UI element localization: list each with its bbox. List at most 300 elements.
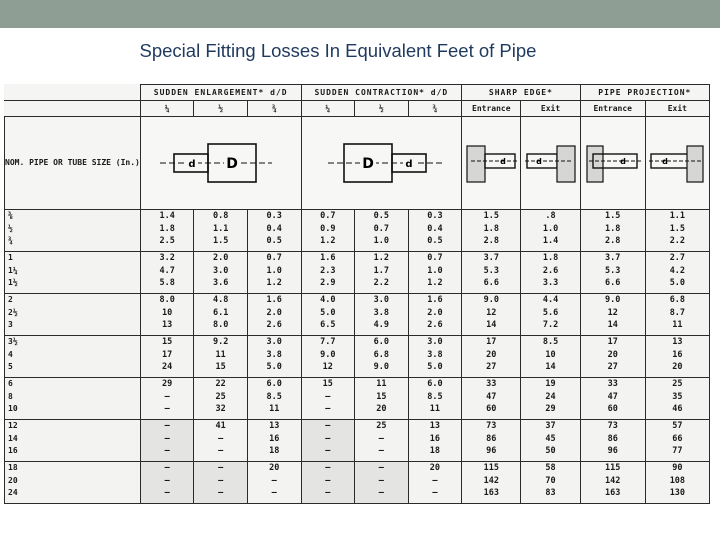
size-cell xyxy=(5,294,141,336)
loss-value: 3.8 xyxy=(427,349,443,360)
loss-value: 19 xyxy=(545,379,556,389)
loss-value: 0.5 xyxy=(373,211,390,221)
loss-value: 1.7 xyxy=(373,265,390,276)
value-cell xyxy=(645,420,709,462)
diagram-label-d: d xyxy=(662,157,669,166)
loss-value: 57 xyxy=(672,421,683,431)
loss-value: — xyxy=(325,433,331,444)
loss-value: 1.0 xyxy=(266,265,282,276)
loss-value: 11 xyxy=(215,349,226,360)
loss-value: — xyxy=(325,391,331,402)
value-cell xyxy=(247,294,301,336)
loss-value: 24 xyxy=(162,362,173,372)
value-cell xyxy=(521,420,580,462)
value-cell xyxy=(580,420,645,462)
loss-value: 3.0 xyxy=(266,337,282,347)
loss-value: 5.0 xyxy=(320,307,336,318)
value-cell xyxy=(140,420,194,462)
pipe-size: 3 xyxy=(8,320,13,329)
loss-value: — xyxy=(325,446,331,456)
value-cell xyxy=(301,210,355,252)
loss-value: 6.5 xyxy=(320,320,336,330)
sub-header-row xyxy=(5,101,710,117)
value-cell xyxy=(408,252,462,294)
loss-value: 2.6 xyxy=(266,320,282,330)
loss-value: 10 xyxy=(162,307,173,318)
size-cell xyxy=(5,336,141,378)
loss-value: 2.0 xyxy=(213,253,229,263)
value-cell xyxy=(521,378,580,420)
value-cell xyxy=(194,210,248,252)
loss-value: 6.0 xyxy=(266,379,282,389)
sub-header: Entrance xyxy=(580,101,645,117)
value-cell xyxy=(301,378,355,420)
loss-value: 6.8 xyxy=(669,295,686,305)
loss-value: 6.6 xyxy=(483,278,499,288)
loss-value: 4.8 xyxy=(213,295,229,305)
loss-value: 8.0 xyxy=(213,320,229,330)
value-cell xyxy=(301,252,355,294)
loss-value: 29 xyxy=(545,404,556,414)
corner-cell xyxy=(5,101,141,117)
loss-value: — xyxy=(218,488,224,498)
value-cell xyxy=(247,420,301,462)
loss-value: 1.6 xyxy=(320,253,336,263)
loss-value: 2.6 xyxy=(542,265,559,276)
loss-value: 0.4 xyxy=(266,223,282,234)
diagram-label-d: d xyxy=(188,159,196,170)
nominal-size-header: NOM. PIPE OR TUBE SIZE (In.) xyxy=(5,117,141,210)
loss-value: 11 xyxy=(269,404,280,414)
value-cell xyxy=(645,252,709,294)
value-cell xyxy=(408,462,462,504)
loss-value: 90 xyxy=(672,463,683,473)
loss-value: 6.1 xyxy=(213,307,229,318)
loss-value: 3.6 xyxy=(213,278,229,288)
value-cell xyxy=(645,294,709,336)
loss-value: 29 xyxy=(162,379,173,389)
loss-value: 14 xyxy=(486,320,497,330)
loss-value: 0.4 xyxy=(427,223,443,234)
pipe-size: 2 xyxy=(8,295,13,304)
loss-value: 20 xyxy=(672,362,683,372)
loss-value: 0.8 xyxy=(213,211,229,221)
loss-value: 37 xyxy=(545,421,556,431)
value-cell xyxy=(140,336,194,378)
value-cell xyxy=(301,294,355,336)
loss-value: 4.7 xyxy=(159,265,175,276)
value-cell xyxy=(355,252,409,294)
loss-value: 1.1 xyxy=(669,211,686,221)
value-cell xyxy=(408,336,462,378)
loss-value: 1.2 xyxy=(266,278,282,288)
loss-value: — xyxy=(271,475,277,486)
loss-value: 11 xyxy=(376,379,387,389)
loss-value: — xyxy=(164,421,170,431)
pipe-size: 12 xyxy=(8,421,18,430)
loss-value: 58 xyxy=(545,463,556,473)
slide-title: Special Fitting Losses In Equivalent Feet of Pipe xyxy=(139,40,537,61)
value-cell xyxy=(521,210,580,252)
loss-value: 45 xyxy=(545,433,556,444)
value-cell xyxy=(247,336,301,378)
value-cell xyxy=(194,252,248,294)
pipe-size: 16 xyxy=(8,446,18,455)
loss-value: 86 xyxy=(486,433,497,444)
loss-value: 33 xyxy=(607,379,618,389)
value-cell xyxy=(645,462,709,504)
group-header-sharp-edge: SHARP EDGE* xyxy=(462,85,581,101)
loss-value: — xyxy=(164,433,170,444)
loss-value: 3.8 xyxy=(266,349,282,360)
corner-cell xyxy=(5,85,141,101)
loss-value: 13 xyxy=(162,320,173,330)
loss-value: 9.0 xyxy=(483,295,499,305)
value-cell xyxy=(580,378,645,420)
loss-value: 3.0 xyxy=(373,295,390,305)
value-cell xyxy=(355,462,409,504)
loss-value: 4.2 xyxy=(669,265,686,276)
loss-value: 60 xyxy=(607,404,618,414)
loss-value: 2.2 xyxy=(373,278,390,288)
loss-value: 1.5 xyxy=(605,211,621,221)
loss-value: 1.2 xyxy=(320,236,336,246)
sudden-enlargement-diagram xyxy=(140,117,301,210)
loss-value: 6.8 xyxy=(373,349,390,360)
pipe-size: 18 xyxy=(8,463,18,472)
loss-value: 3.7 xyxy=(483,253,499,263)
loss-value: 2.0 xyxy=(427,307,443,318)
pipe-projection-exit-diagram xyxy=(645,117,709,210)
value-cell xyxy=(580,462,645,504)
loss-value: 115 xyxy=(483,463,499,473)
value-cell xyxy=(462,252,521,294)
loss-value: 115 xyxy=(605,463,621,473)
loss-value: 83 xyxy=(545,488,556,498)
value-cell xyxy=(355,294,409,336)
loss-value: 86 xyxy=(607,433,618,444)
loss-value: — xyxy=(378,446,384,456)
loss-value: 5.8 xyxy=(159,278,175,288)
loss-value: 6.0 xyxy=(373,337,390,347)
loss-value: — xyxy=(325,404,331,414)
size-cell xyxy=(5,462,141,504)
loss-value: 20 xyxy=(486,349,497,360)
loss-value: 14 xyxy=(545,362,556,372)
pipe-size: 14 xyxy=(8,433,18,443)
loss-value: — xyxy=(325,463,331,473)
loss-value: 1.4 xyxy=(542,236,559,246)
loss-value: 47 xyxy=(607,391,618,402)
size-cell xyxy=(5,420,141,462)
value-cell xyxy=(521,252,580,294)
loss-value: 16 xyxy=(269,433,280,444)
loss-value: 8.5 xyxy=(427,391,443,402)
diagram-label-d: d xyxy=(535,157,542,166)
loss-value: — xyxy=(378,433,384,444)
loss-value: 25 xyxy=(215,391,226,402)
pipe-size: ¾ xyxy=(8,236,13,245)
diagram-label-d: d xyxy=(500,157,507,166)
loss-value: 2.0 xyxy=(266,307,282,318)
loss-value: 18 xyxy=(429,446,441,456)
loss-value: — xyxy=(432,488,438,498)
loss-value: 12 xyxy=(322,362,333,372)
value-cell xyxy=(521,462,580,504)
loss-value: 11 xyxy=(672,320,683,330)
loss-value: 1.5 xyxy=(669,223,686,234)
loss-value: 66 xyxy=(672,433,683,444)
loss-value: 0.5 xyxy=(266,236,282,246)
value-cell xyxy=(408,294,462,336)
loss-value: 27 xyxy=(486,362,497,372)
loss-value: 20 xyxy=(607,349,618,360)
loss-value: 1.2 xyxy=(427,278,443,288)
value-cell xyxy=(645,336,709,378)
loss-value: 0.9 xyxy=(320,223,336,234)
loss-value: 2.3 xyxy=(320,265,336,276)
value-cell xyxy=(462,378,521,420)
loss-value: 73 xyxy=(486,421,497,431)
value-cell xyxy=(355,420,409,462)
loss-value: 1.0 xyxy=(427,265,443,276)
loss-value: — xyxy=(218,463,224,473)
value-cell xyxy=(408,210,462,252)
value-cell xyxy=(194,336,248,378)
value-cell xyxy=(462,336,521,378)
loss-value: 96 xyxy=(486,446,497,456)
pipe-size: ⅜ xyxy=(8,211,13,220)
sharp-edge-entrance-diagram xyxy=(462,117,521,210)
loss-value: 6.0 xyxy=(427,379,443,389)
pipe-size: 1½ xyxy=(8,278,18,287)
value-cell xyxy=(580,210,645,252)
loss-value: 1.5 xyxy=(213,236,229,246)
loss-value: — xyxy=(164,404,170,414)
value-cell xyxy=(580,336,645,378)
diagram-row xyxy=(5,117,710,210)
loss-value: 3.2 xyxy=(159,253,175,263)
loss-value: 108 xyxy=(669,475,686,486)
value-cell xyxy=(140,378,194,420)
diagram-label-D: D xyxy=(362,156,375,172)
pipe-size: 2½ xyxy=(8,307,18,317)
pipe-size: 8 xyxy=(8,391,13,401)
value-cell xyxy=(247,252,301,294)
table-row xyxy=(5,420,710,462)
loss-value: 8.5 xyxy=(266,391,282,402)
loss-value: 32 xyxy=(215,404,226,414)
loss-value: 2.6 xyxy=(427,320,443,330)
loss-value: 41 xyxy=(215,421,226,431)
sub-header: Entrance xyxy=(462,101,521,117)
loss-value: 15 xyxy=(376,391,387,402)
fitting-loss-table xyxy=(4,84,710,504)
pipe-size: 24 xyxy=(8,488,18,497)
pipe-size: 1 xyxy=(8,253,13,262)
loss-value: 2.8 xyxy=(605,236,621,246)
loss-value: 5.6 xyxy=(542,307,559,318)
size-cell xyxy=(5,252,141,294)
loss-value: 9.0 xyxy=(320,349,336,360)
value-cell xyxy=(408,420,462,462)
sharp-edge-exit-diagram xyxy=(521,117,580,210)
loss-value: 2.9 xyxy=(320,278,336,288)
loss-value: — xyxy=(325,488,331,498)
loss-value: 3.0 xyxy=(427,337,443,347)
loss-value: 9.0 xyxy=(605,295,621,305)
loss-value: 16 xyxy=(429,433,441,444)
size-cell xyxy=(5,210,141,252)
fitting-loss-table-image xyxy=(4,84,710,504)
loss-value: 4.9 xyxy=(373,320,390,330)
loss-value: 5.0 xyxy=(427,362,443,372)
group-header-sudden-contraction: SUDDEN CONTRACTION* d/D xyxy=(301,85,462,101)
sub-header: ½ xyxy=(194,101,248,117)
loss-value: 1.8 xyxy=(542,253,559,263)
loss-value: 1.5 xyxy=(483,211,499,221)
value-cell xyxy=(462,420,521,462)
value-cell xyxy=(462,294,521,336)
loss-value: 0.7 xyxy=(427,253,443,263)
top-bar xyxy=(0,0,720,28)
value-cell xyxy=(408,378,462,420)
loss-value: 13 xyxy=(429,421,441,431)
pipe-size: 5 xyxy=(8,362,13,371)
loss-value: 70 xyxy=(545,475,556,486)
loss-value: 142 xyxy=(483,475,499,486)
loss-value: 15 xyxy=(215,362,226,372)
loss-value: 6.6 xyxy=(605,278,621,288)
loss-value: 0.7 xyxy=(320,211,336,221)
loss-value: 3.8 xyxy=(373,307,390,318)
value-cell xyxy=(247,462,301,504)
loss-value: 8.7 xyxy=(669,307,686,318)
loss-value: — xyxy=(218,475,224,486)
loss-value: 142 xyxy=(605,475,621,486)
loss-value: — xyxy=(378,475,384,486)
loss-value: 50 xyxy=(545,446,556,456)
loss-value: 17 xyxy=(486,337,497,347)
loss-value: 16 xyxy=(672,349,683,360)
value-cell xyxy=(521,336,580,378)
loss-value: 7.2 xyxy=(542,320,559,330)
loss-value: 47 xyxy=(486,391,497,402)
loss-value: 2.5 xyxy=(159,236,175,246)
value-cell xyxy=(140,252,194,294)
loss-value: 73 xyxy=(607,421,618,431)
table-row xyxy=(5,294,710,336)
value-cell xyxy=(194,420,248,462)
pipe-size: 6 xyxy=(8,379,13,388)
table-body xyxy=(5,210,710,504)
loss-value: 1.4 xyxy=(159,211,175,221)
table-row xyxy=(5,210,710,252)
value-cell xyxy=(194,294,248,336)
loss-value: 22 xyxy=(215,379,226,389)
sub-header: ¼ xyxy=(140,101,194,117)
loss-value: — xyxy=(218,446,224,456)
loss-value: 24 xyxy=(545,391,556,402)
value-cell xyxy=(194,462,248,504)
loss-value: 3.3 xyxy=(542,278,559,288)
group-header-row xyxy=(5,85,710,101)
value-cell xyxy=(355,210,409,252)
value-cell xyxy=(194,378,248,420)
loss-value: 25 xyxy=(672,379,683,389)
loss-value: 10 xyxy=(545,349,556,360)
loss-value: 20 xyxy=(376,404,387,414)
value-cell xyxy=(247,210,301,252)
loss-value: 35 xyxy=(672,391,683,402)
loss-value: 9.2 xyxy=(213,337,229,347)
value-cell xyxy=(247,378,301,420)
loss-value: 2.8 xyxy=(483,236,499,246)
value-cell xyxy=(140,294,194,336)
value-cell xyxy=(355,378,409,420)
loss-value: 8.5 xyxy=(542,337,559,347)
loss-value: 5.3 xyxy=(605,265,621,276)
value-cell xyxy=(462,210,521,252)
value-cell xyxy=(355,336,409,378)
loss-value: 60 xyxy=(486,404,497,414)
pipe-size: 3½ xyxy=(8,337,18,346)
loss-value: 2.2 xyxy=(669,236,686,246)
loss-value: 33 xyxy=(486,379,497,389)
value-cell xyxy=(521,294,580,336)
value-cell xyxy=(301,420,355,462)
pipe-size: 4 xyxy=(8,349,13,359)
loss-value: 17 xyxy=(162,349,173,360)
value-cell xyxy=(462,462,521,504)
loss-value: 11 xyxy=(429,404,441,414)
loss-value: 0.5 xyxy=(427,236,443,246)
loss-value: 3.7 xyxy=(605,253,621,263)
table-row xyxy=(5,462,710,504)
loss-value: 13 xyxy=(269,421,280,431)
group-header-pipe-projection: PIPE PROJECTION* xyxy=(580,85,709,101)
loss-value: — xyxy=(218,433,224,444)
loss-value: 2.7 xyxy=(669,253,686,263)
loss-value: 3.0 xyxy=(213,265,229,276)
loss-value: 1.2 xyxy=(373,253,390,263)
pipe-size: ½ xyxy=(8,223,13,233)
diagram-label-d: d xyxy=(405,159,413,170)
diagram-label-d: d xyxy=(619,157,626,166)
loss-value: 163 xyxy=(605,488,621,498)
loss-value: — xyxy=(432,475,438,486)
loss-value: 7.7 xyxy=(320,337,336,347)
loss-value: 46 xyxy=(672,404,683,414)
loss-value: 1.8 xyxy=(483,223,499,234)
loss-value: — xyxy=(164,391,170,402)
table-row xyxy=(5,336,710,378)
value-cell xyxy=(645,210,709,252)
loss-value: 20 xyxy=(429,463,441,473)
loss-value: 96 xyxy=(607,446,618,456)
table-row xyxy=(5,378,710,420)
sub-header: ¾ xyxy=(408,101,462,117)
loss-value: 1.8 xyxy=(605,223,621,234)
loss-value: — xyxy=(378,488,384,498)
loss-value: 77 xyxy=(672,446,683,456)
loss-value: 1.0 xyxy=(373,236,390,246)
value-cell xyxy=(580,294,645,336)
loss-value: 18 xyxy=(269,446,280,456)
value-cell xyxy=(645,378,709,420)
value-cell xyxy=(140,462,194,504)
value-cell xyxy=(301,462,355,504)
